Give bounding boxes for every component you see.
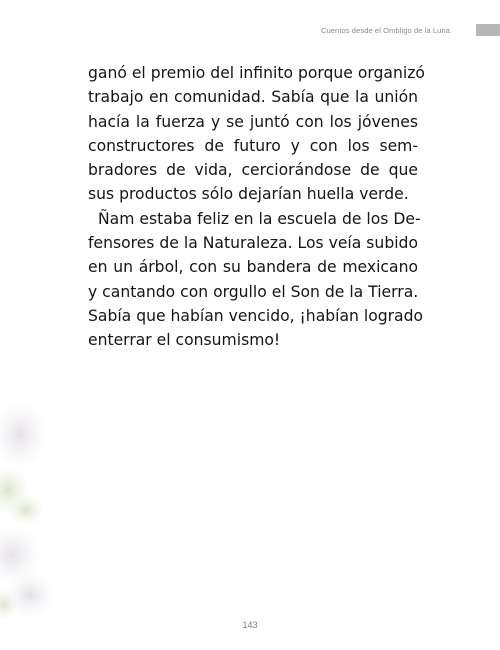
text-line: sus productos sólo dejarían huella verde. (88, 185, 409, 204)
text-line: ganó el premio del infinito porque organizó (88, 64, 425, 82)
text-line: Ñam estaba feliz en la escuela de los De- (98, 209, 421, 228)
page-number: 143 (242, 620, 258, 630)
paragraph-1 (88, 61, 425, 207)
text-line: enterrar el consumismo! (88, 331, 281, 350)
text-line: Sabía que habían vencido, ¡habían logrado (88, 306, 424, 325)
text-line: constructores de futuro y con los sem- (88, 136, 418, 155)
story-text (88, 61, 425, 353)
paragraph-2 (88, 207, 424, 353)
text-line: hacía la fuerza y se juntó con los jóvenes (88, 112, 418, 131)
text-line: en un árbol, con su bandera de mexicano (88, 258, 418, 277)
text-line: trabajo en comunidad. Sabía que la unión (88, 88, 418, 107)
header-tab-bar (476, 24, 500, 36)
running-header: Cuentos desde el Ombligo de la Luna (320, 26, 450, 35)
watercolor-flower-decoration (0, 395, 70, 625)
text-line: fensores de la Naturaleza. Los veía subido (88, 234, 418, 253)
text-line: y cantando con orgullo el Son de la Tierra. (88, 282, 419, 301)
text-line: bradores de vida, cerciorándose de que (88, 161, 418, 180)
